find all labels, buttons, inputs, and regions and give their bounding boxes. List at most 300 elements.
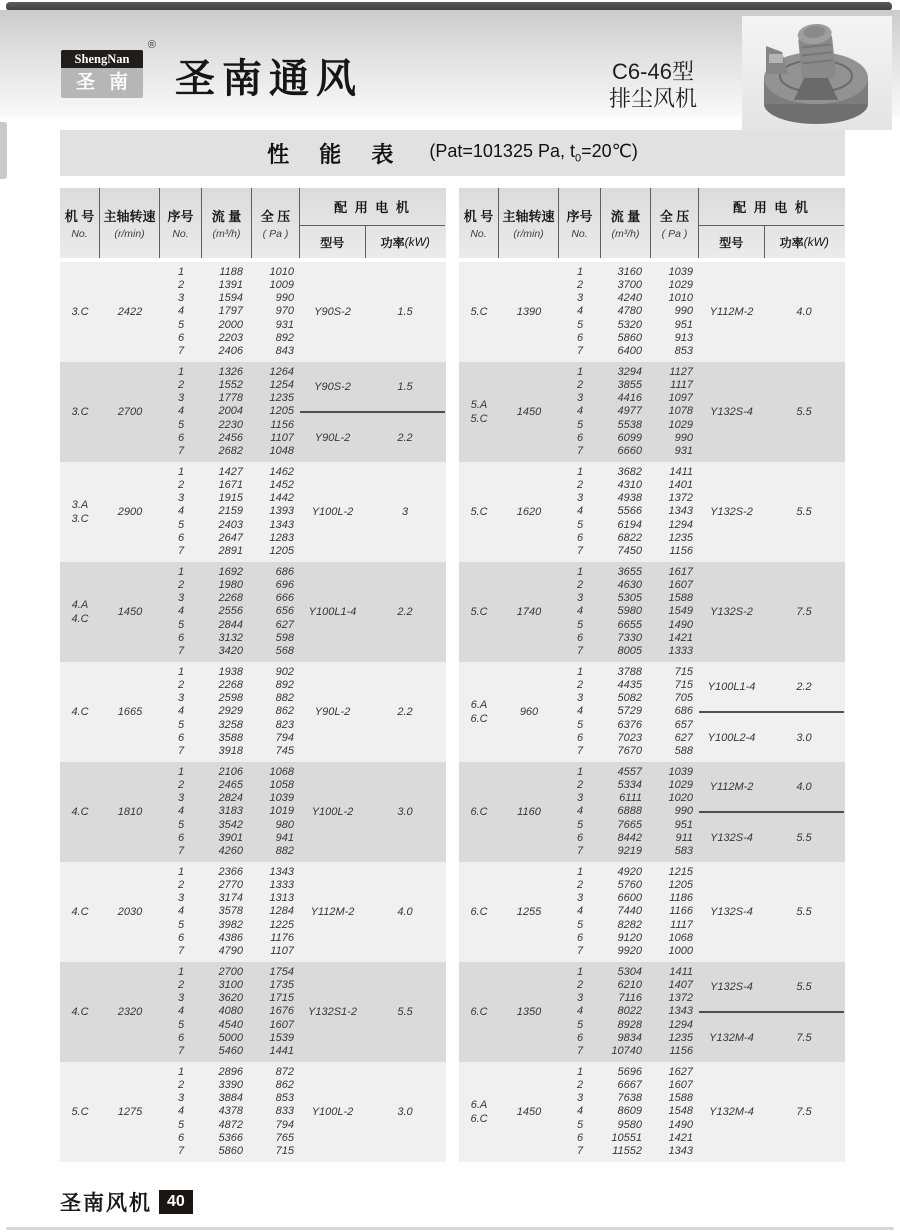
pressure-value: 627 (674, 731, 693, 744)
brand-title: 圣南通风 (175, 57, 363, 101)
shaft-speed-cell: 2030 (117, 906, 143, 918)
motor-cell (300, 262, 445, 362)
sequence-cell (160, 762, 202, 862)
flow-value: 3655 (617, 565, 642, 578)
sequence-value: 2 (177, 578, 185, 591)
pressure-value: 1294 (668, 518, 693, 531)
flow-value: 6376 (617, 718, 642, 731)
motor-entry (300, 462, 445, 562)
flow-value: 6655 (617, 618, 642, 631)
sequence-value: 4 (177, 1105, 185, 1118)
header-col-total-pressure (651, 188, 699, 258)
sequence-value: 5 (177, 418, 185, 431)
sequence-value: 2 (576, 378, 584, 391)
sequence-value: 3 (576, 1092, 584, 1105)
flow-value: 7638 (617, 1092, 642, 1105)
performance-title-bar (60, 130, 845, 176)
machine-no: 3.A (71, 499, 89, 511)
pressure-cell (252, 1062, 300, 1162)
sequence-value: 3 (576, 792, 584, 805)
flow-value: 2700 (218, 965, 243, 978)
flow-value: 4416 (617, 392, 642, 405)
flow-value: 1594 (218, 292, 243, 305)
sequence-value: 2 (177, 1078, 185, 1091)
sequence-value: 5 (177, 318, 185, 331)
flow-value: 7116 (618, 992, 642, 1005)
flow-value: 4790 (218, 945, 243, 957)
pressure-value: 765 (275, 1131, 294, 1144)
motor-entry (699, 262, 844, 362)
flow-value: 4630 (617, 578, 642, 591)
pressure-value: 1078 (668, 405, 693, 418)
sequence-cell (160, 462, 202, 562)
pressure-value: 1735 (269, 978, 294, 991)
left-edge-tab (0, 122, 7, 179)
pressure-value: 1283 (269, 531, 294, 544)
flow-value: 2824 (218, 792, 243, 805)
pressure-value: 1117 (670, 378, 693, 391)
pressure-value: 1235 (668, 1031, 693, 1044)
pressure-cell (651, 762, 699, 862)
pressure-value: 1607 (668, 1078, 693, 1091)
machine-no: 4.C (71, 613, 89, 625)
pressure-value: 627 (275, 618, 294, 631)
sequence-value: 3 (177, 592, 185, 605)
motor-entry (699, 862, 844, 962)
motor-cell (300, 462, 445, 562)
pressure-value: 794 (275, 1118, 294, 1131)
pressure-value: 1343 (668, 1145, 693, 1157)
model-line-1: C6-46型 (612, 59, 694, 84)
pressure-value: 1421 (668, 1131, 693, 1144)
flow-value: 2268 (218, 678, 243, 691)
table-group (60, 462, 446, 562)
machine-no-cell (459, 762, 499, 862)
flow-value: 3588 (218, 731, 243, 744)
sequence-value: 4 (576, 705, 584, 718)
sequence-value: 6 (177, 831, 185, 844)
pressure-value: 853 (674, 345, 693, 357)
sequence-value: 6 (177, 1131, 185, 1144)
flow-value: 6210 (617, 978, 642, 991)
flow-value: 5566 (617, 505, 642, 518)
flow-value: 3982 (218, 918, 243, 931)
header-motor-sub (300, 226, 445, 258)
pressure-value: 1715 (269, 992, 294, 1005)
table-group (60, 862, 446, 962)
sequence-value: 5 (576, 618, 584, 631)
motor-power: 5.5 (796, 906, 812, 918)
flow-value: 5304 (617, 965, 642, 978)
pressure-value: 990 (674, 305, 693, 318)
motor-model: Y90L-2 (314, 706, 351, 718)
header-motor-power (765, 226, 844, 258)
sequence-value: 3 (576, 892, 584, 905)
motor-entry (300, 762, 445, 862)
header-unit: ( Pa ) (262, 228, 289, 240)
pressure-value: 1343 (269, 865, 294, 878)
header-label: 主轴转速 (103, 209, 156, 224)
sequence-value: 7 (576, 945, 584, 957)
sequence-value: 4 (576, 605, 584, 618)
machine-no: 5.C (470, 413, 488, 425)
sequence-value: 2 (576, 578, 584, 591)
sequence-value: 1 (177, 565, 185, 578)
motor-power: 7.5 (796, 1031, 812, 1044)
flow-value: 5366 (218, 1131, 243, 1144)
header-motor-label: 配 用 电 机 (699, 188, 844, 226)
flow-cell (601, 262, 651, 362)
pressure-value: 1333 (269, 878, 294, 891)
flow-value: 3183 (218, 805, 243, 818)
model-line-2: 排尘风机 (608, 86, 697, 111)
pressure-value: 1617 (668, 565, 693, 578)
machine-no-cell (60, 862, 100, 962)
sequence-value: 3 (576, 292, 584, 305)
header-col-shaft-speed (499, 188, 559, 258)
header-col-motor (699, 188, 844, 258)
flow-cell (202, 362, 252, 462)
sequence-value: 2 (177, 378, 185, 391)
machine-no-cell (60, 762, 100, 862)
sequence-value: 1 (177, 465, 185, 478)
pressure-value: 1176 (270, 931, 294, 944)
flow-cell (202, 662, 252, 762)
flow-value: 2896 (218, 1065, 243, 1078)
table-header-row (60, 188, 446, 258)
sequence-value: 1 (177, 665, 185, 678)
sequence-cell (559, 462, 601, 562)
header-label: 流 量 (610, 209, 641, 224)
motor-model: Y100L-2 (311, 806, 354, 818)
table-group (60, 662, 446, 762)
sequence-value: 7 (177, 1145, 185, 1157)
pressure-value: 1019 (269, 805, 294, 818)
table-group (459, 762, 845, 862)
pressure-value: 882 (275, 692, 294, 705)
flow-value: 7440 (617, 905, 642, 918)
pressure-value: 1156 (270, 418, 294, 431)
pressure-value: 1264 (269, 365, 294, 378)
flow-value: 2465 (218, 778, 243, 791)
sequence-value: 5 (576, 818, 584, 831)
sequence-value: 1 (576, 1065, 584, 1078)
sequence-cell (160, 662, 202, 762)
flow-cell (202, 262, 252, 362)
flow-value: 2891 (218, 545, 243, 557)
flow-value: 4240 (617, 292, 642, 305)
sequence-value: 1 (177, 365, 185, 378)
flow-value: 7330 (617, 631, 642, 644)
flow-value: 4386 (218, 931, 243, 944)
machine-no-cell (60, 562, 100, 662)
machine-no: 4.C (71, 906, 89, 918)
sequence-value: 2 (576, 778, 584, 791)
motor-power: 5.5 (796, 980, 812, 993)
machine-no: 6.C (470, 1006, 488, 1018)
flow-value: 5860 (617, 331, 642, 344)
flow-value: 6667 (617, 1078, 642, 1091)
header-power-label: 功率 (779, 235, 804, 250)
motor-entry (699, 1062, 844, 1162)
sequence-value: 2 (576, 978, 584, 991)
machine-no: 4.C (71, 706, 89, 718)
shaft-speed-cell: 1350 (516, 1006, 542, 1018)
flow-value: 2268 (218, 592, 243, 605)
motor-model: Y132M-4 (709, 1031, 754, 1044)
motor-entry (699, 562, 844, 662)
machine-no: 4.A (71, 599, 89, 611)
pressure-value: 990 (674, 431, 693, 444)
motor-model: Y100L2-4 (707, 731, 756, 744)
table-group (459, 562, 845, 662)
motor-entry (300, 262, 445, 362)
flow-value: 2000 (218, 318, 243, 331)
sequence-value: 1 (576, 965, 584, 978)
flow-value: 3294 (617, 365, 642, 378)
motor-cell (699, 562, 844, 662)
pressure-value: 872 (275, 1065, 294, 1078)
motor-cell (699, 262, 844, 362)
sequence-value: 4 (576, 405, 584, 418)
sequence-value: 6 (177, 1031, 185, 1044)
flow-value: 2106 (218, 765, 243, 778)
flow-value: 6888 (617, 805, 642, 818)
product-model-label (592, 58, 714, 112)
table-group (60, 362, 446, 462)
sequence-value: 4 (576, 305, 584, 318)
sequence-value: 2 (177, 978, 185, 991)
flow-value: 3700 (617, 278, 642, 291)
motor-power: 5.5 (796, 831, 812, 844)
sequence-value: 6 (177, 431, 185, 444)
sequence-cell (559, 962, 601, 1062)
flow-value: 5334 (617, 778, 642, 791)
pressure-value: 990 (275, 292, 294, 305)
machine-no: 6.C (470, 806, 488, 818)
pressure-value: 1421 (668, 631, 693, 644)
motor-model: Y132S-4 (710, 406, 753, 418)
sequence-value: 7 (177, 545, 185, 557)
performance-tables (60, 188, 845, 1162)
flow-value: 6600 (617, 892, 642, 905)
motor-power: 5.5 (397, 1006, 413, 1018)
table-group (60, 1062, 446, 1162)
motor-model: Y132S-2 (710, 606, 753, 618)
pressure-value: 666 (275, 592, 294, 605)
sequence-cell (160, 962, 202, 1062)
sequence-value: 3 (177, 392, 185, 405)
header-motor-model: 型号 (699, 226, 765, 258)
header-col-machine-no (60, 188, 100, 258)
flow-value: 3160 (617, 265, 642, 278)
pressure-value: 715 (674, 678, 693, 691)
flow-value: 2929 (218, 705, 243, 718)
pressure-value: 588 (674, 745, 693, 757)
sequence-cell (559, 1062, 601, 1162)
sequence-value: 6 (177, 331, 185, 344)
pressure-value: 1411 (669, 965, 693, 978)
flow-value: 3682 (617, 465, 642, 478)
sequence-cell (559, 562, 601, 662)
header-unit: ( Pa ) (661, 228, 688, 240)
pressure-cell (252, 962, 300, 1062)
sequence-value: 1 (576, 665, 584, 678)
flow-value: 2456 (218, 431, 243, 444)
pressure-value: 970 (275, 305, 294, 318)
shaft-speed-cell: 1665 (117, 706, 143, 718)
sequence-value: 6 (576, 931, 584, 944)
page-number: 40 (159, 1190, 193, 1214)
motor-power: 2.2 (397, 706, 413, 718)
header-unit: (m³/h) (212, 228, 241, 240)
flow-value: 3901 (218, 831, 243, 844)
sequence-value: 4 (177, 805, 185, 818)
motor-entry (300, 862, 445, 962)
machine-no: 6.A (470, 699, 488, 711)
sequence-value: 5 (576, 718, 584, 731)
header-col-total-pressure (252, 188, 300, 258)
pressure-value: 1441 (269, 1045, 294, 1057)
fan-product-photo (742, 16, 892, 130)
motor-model: Y112M-2 (709, 780, 754, 793)
pressure-value: 1156 (669, 545, 693, 557)
sequence-value: 6 (177, 931, 185, 944)
sequence-value: 7 (177, 845, 185, 857)
flow-value: 7665 (617, 818, 642, 831)
header-power-label: 功率 (380, 235, 405, 250)
flow-value: 1980 (218, 578, 243, 591)
sequence-value: 7 (177, 945, 185, 957)
sequence-value: 4 (177, 1005, 185, 1018)
pressure-cell (651, 462, 699, 562)
pressure-value: 1462 (269, 465, 294, 478)
machine-no: 5.A (470, 399, 488, 411)
header-motor-model: 型号 (300, 226, 366, 258)
sequence-value: 3 (177, 992, 185, 1005)
header-label: 序号 (167, 209, 194, 224)
motor-entry (699, 1011, 844, 1062)
sequence-value: 6 (576, 731, 584, 744)
pressure-value: 745 (275, 745, 294, 757)
flow-cell (601, 762, 651, 862)
sequence-value: 7 (177, 645, 185, 657)
flow-value: 2682 (218, 445, 243, 457)
performance-table-right (459, 188, 845, 1162)
machine-no: 5.C (470, 606, 488, 618)
machine-no-cell (60, 1062, 100, 1162)
flow-value: 4540 (218, 1018, 243, 1031)
sequence-value: 5 (576, 518, 584, 531)
motor-model: Y132S-4 (710, 980, 753, 993)
header-col-motor (300, 188, 445, 258)
flow-value: 1552 (218, 378, 243, 391)
sequence-value: 6 (177, 731, 185, 744)
sequence-value: 6 (576, 1031, 584, 1044)
motor-entry (699, 711, 844, 762)
sequence-cell (160, 362, 202, 462)
table-group (459, 662, 845, 762)
pressure-value: 1235 (269, 392, 294, 405)
motor-power: 7.5 (796, 1106, 812, 1118)
pressure-cell (651, 262, 699, 362)
shaft-speed-cell: 1810 (117, 806, 143, 818)
motor-model: Y132S-4 (710, 906, 753, 918)
flow-value: 8005 (617, 645, 642, 657)
logo-chinese-text: 圣南 (61, 68, 143, 98)
pressure-value: 1107 (270, 945, 294, 957)
pressure-value: 1442 (269, 492, 294, 505)
pressure-value: 1156 (669, 1045, 693, 1057)
machine-no-cell (459, 562, 499, 662)
flow-value: 4080 (218, 1005, 243, 1018)
pressure-value: 1539 (269, 1031, 294, 1044)
table-header-row (459, 188, 845, 258)
sequence-value: 5 (576, 1018, 584, 1031)
sequence-value: 1 (576, 765, 584, 778)
motor-entry (699, 362, 844, 462)
motor-entry (300, 362, 445, 411)
flow-value: 3620 (218, 992, 243, 1005)
sequence-value: 1 (177, 965, 185, 978)
sequence-value: 3 (576, 492, 584, 505)
pressure-value: 882 (275, 845, 294, 857)
sequence-value: 2 (576, 1078, 584, 1091)
sequence-cell (160, 262, 202, 362)
flow-value: 6194 (617, 518, 642, 531)
shaft-speed-cell: 1255 (516, 906, 542, 918)
flow-value: 1797 (218, 305, 243, 318)
header-col-flow-rate (601, 188, 651, 258)
sequence-value: 1 (576, 465, 584, 478)
flow-value: 4938 (617, 492, 642, 505)
flow-value: 9920 (617, 945, 642, 957)
sequence-value: 5 (177, 918, 185, 931)
motor-model: Y100L1-4 (308, 606, 357, 618)
flow-value: 3542 (218, 818, 243, 831)
motor-power: 2.2 (796, 680, 812, 693)
flow-cell (202, 762, 252, 862)
sequence-value: 2 (576, 878, 584, 891)
flow-value: 1188 (219, 265, 243, 278)
motor-entry (300, 1062, 445, 1162)
motor-power: 1.5 (397, 380, 413, 393)
header-power-unit: (kW) (404, 235, 430, 249)
pressure-value: 686 (275, 565, 294, 578)
motor-cell (300, 562, 445, 662)
pressure-value: 598 (275, 631, 294, 644)
pressure-value: 823 (275, 718, 294, 731)
header-unit: No. (172, 228, 189, 240)
sequence-value: 6 (576, 431, 584, 444)
pressure-value: 862 (275, 705, 294, 718)
header-motor-sub (699, 226, 844, 258)
header-col-machine-no (459, 188, 499, 258)
pressure-value: 1000 (668, 945, 693, 957)
sequence-value: 4 (576, 805, 584, 818)
pressure-value: 1754 (269, 965, 294, 978)
sequence-value: 3 (177, 492, 185, 505)
sequence-value: 6 (576, 831, 584, 844)
flow-value: 1427 (218, 465, 243, 478)
motor-entry (300, 411, 445, 462)
pressure-value: 1393 (269, 505, 294, 518)
pressure-value: 1029 (668, 278, 693, 291)
pressure-value: 715 (275, 1145, 294, 1157)
pressure-value: 862 (275, 1078, 294, 1091)
flow-value: 1938 (218, 665, 243, 678)
pressure-cell (651, 662, 699, 762)
